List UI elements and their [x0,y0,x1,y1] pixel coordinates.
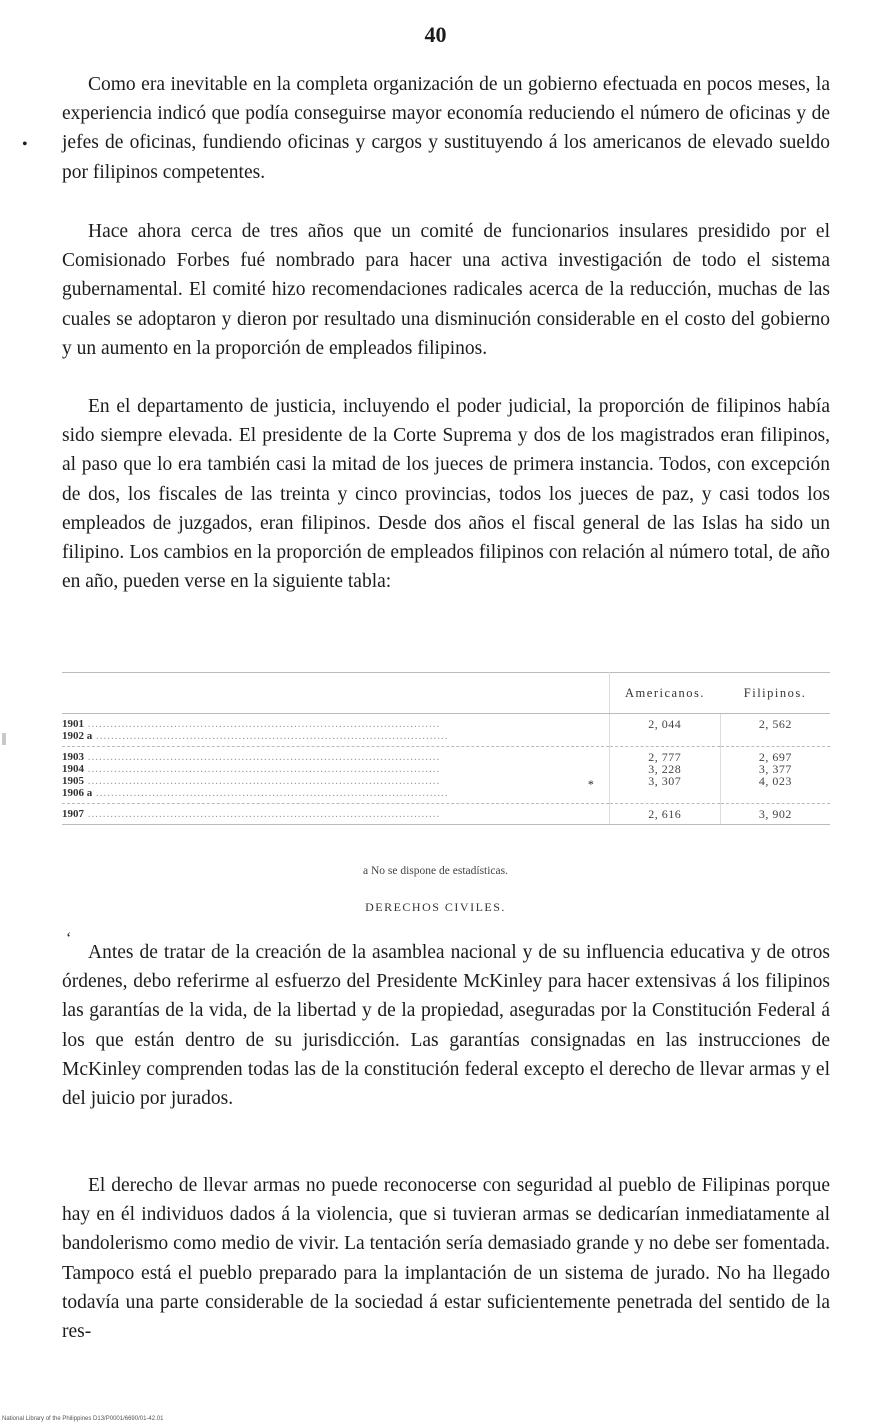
table-footnote: a No se dispone de estadísticas. [363,865,508,877]
paragraph-5: El derecho de llevar armas no puede reconocerse con seguridad al pueblo de Filipinas porque hay en él individuos dados á la violencia, que si tuvieran armas se dedicarían inmediatamente al bandolerismo como medio de vivir. La tentación sería demasiado grande y no debe ser fomentada. Tampoco está el pueblo preparado para la implantación de un sistema de jurado. No ha llegado todavía una parte considerable de la sociedad á estar suficientemente penetrada del sentido de la res- [62,1175,830,1343]
americanos-value [610,787,720,799]
employees-table [62,672,830,825]
table-row-group [62,804,830,825]
table-header-americanos: Americanos. [609,673,720,714]
americanos-value: 2, 777 [648,750,682,764]
margin-scan-mark [2,733,6,745]
year-label: 1903 .............................................................................................. [62,751,441,763]
americanos-value [610,730,720,742]
year-label: 1905 .............................................................................................. [62,775,441,787]
year-label: 1904 .............................................................................................. [62,763,441,775]
scan-credit: National Library of the Philippines D13/P0001/6690/01-42.01 [2,1416,164,1422]
table-row-group [62,714,830,747]
section-title: DERECHOS CIVILES. [365,900,506,914]
filipinos-value: 3, 377 [758,762,792,776]
filipinos-value [721,730,830,742]
filipinos-value: 2, 562 [758,717,792,731]
year-label: 1907 .............................................................................................. [62,808,441,820]
year-label: 1901 .............................................................................................. [62,718,441,730]
paragraph-4: Antes de tratar de la creación de la asamblea nacional y de su influencia educativa y de otros órdenes, debo referirme al esfuerzo del Presidente McKinley para hacer extensivas á los filipinos las garantías de la vida, de la libertad y de la propiedad, aseguradas por la Constitución Federal á los que están dentro de su jurisdicción. Las garantías consignadas en las instrucciones de McKinley comprenden todas las de la constitución federal excepto el derecho de llevar armas y el del juicio por jurados. [62,942,830,1110]
americanos-value: 2, 616 [648,807,682,821]
filipinos-value: 4, 023 [758,774,792,788]
asterisk-mark: * [587,777,594,791]
paragraph-1: Como era inevitable en la completa organización de un gobierno efectuada en pocos meses, la experiencia indicó que podía conseguirse mayor economía reduciendo el número de oficinas y de jefes de oficinas, fundiendo oficinas y cargos y sustituyendo á los americanos de elevado sueldo por filipinos competentes. [62,74,830,183]
americanos-value: 3, 228 [648,762,682,776]
year-label: 1906 a .............................................................................................. [62,787,449,799]
paragraph-2: Hace ahora cerca de tres años que un comité de funcionarios insulares presidido por el Comisionado Forbes fué nombrado para hacer una activa investigación de todo el sistema gubernamental. El comité hizo recomendaciones radicales acerca de la reducción, muchas de las cuales se adoptaron y dieron por resultado una disminución considerable en el costo del gobierno y un aumento en la proporción de empleados filipinos. [62,221,830,359]
paragraph-3: En el departamento de justicia, incluyendo el poder judicial, la proporción de filipinos había sido siempre elevada. El presidente de la Corte Suprema y dos de los magistrados eran filipinos, al paso que lo era también casi la mitad de los jueces de primera instancia. Todos, con excepción de dos, los fiscales de las treinta y cinco provincias, todos los jueces de paz, y casi todos los empleados de juzgados, eran filipinos. Desde dos años el fiscal general de las Islas ha sido un filipino. Los cambios en la proporción de empleados filipinos con relación al número total, de año en año, pueden verse en la siguiente tabla: [62,396,830,593]
margin-bullet-mark: • [22,136,28,153]
filipinos-value: 3, 902 [758,807,792,821]
americanos-value: 2, 044 [648,717,682,731]
table-row-group [62,747,830,804]
year-label: 1902 a .............................................................................................. [62,730,449,742]
stray-mark: ʻ [66,930,72,947]
table-header-blank [62,673,609,714]
page-number: 40 [424,22,447,47]
filipinos-value [721,787,830,799]
americanos-value: 3, 307 [648,774,682,788]
filipinos-value: 2, 697 [758,750,792,764]
table-header-filipinos: Filipinos. [720,673,830,714]
